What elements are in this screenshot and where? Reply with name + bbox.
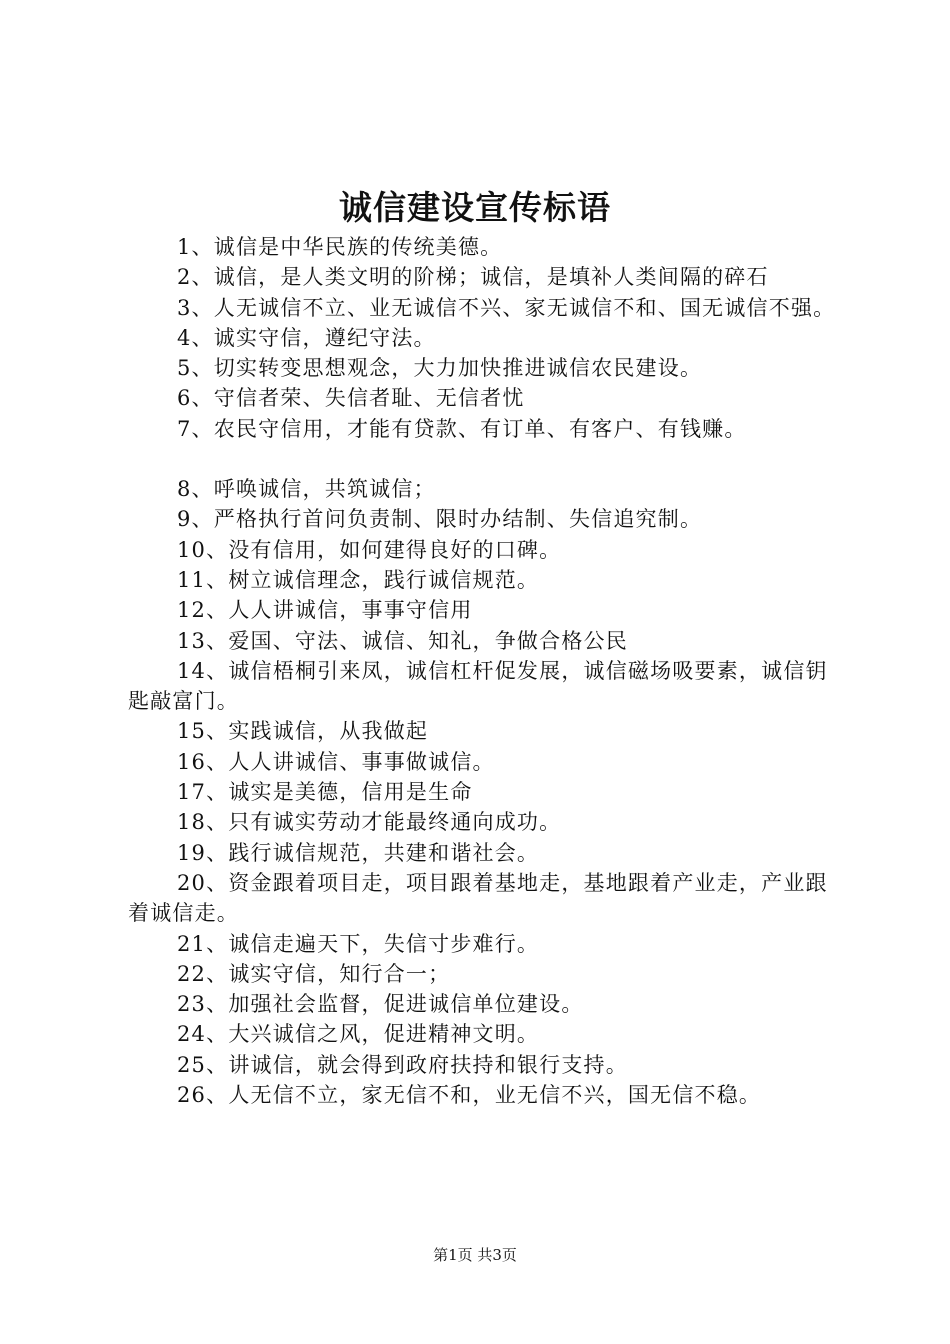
- slogan-item: 25、讲诚信，就会得到政府扶持和银行支持。: [177, 1052, 628, 1077]
- slogan-item: 5、切实转变思想观念，大力加快推进诚信农民建设。: [177, 356, 703, 381]
- slogan-item: 16、人人讲诚信、事事做诚信。: [177, 749, 495, 774]
- slogan-item: 1、诚信是中华民族的传统美德。: [177, 235, 503, 259]
- slogan-item: 26、人无信不立，家无信不和，业无信不兴，国无信不稳。: [177, 1083, 762, 1108]
- slogan-item: 9、严格执行首问负责制、限时办结制、失信追究制。: [177, 507, 703, 532]
- slogan-list: [128, 232, 840, 1110]
- slogan-item: 13、爱国、守法、诚信、知礼，争做合格公民: [177, 628, 628, 653]
- slogan-item: 6、守信者荣、失信者耻、无信者忧: [177, 386, 525, 411]
- slogan-item: 18、只有诚实劳动才能最终通向成功。: [177, 810, 562, 835]
- page-title: 诚信建设宣传标语: [339, 188, 611, 227]
- slogan-item: 11、树立诚信理念，践行诚信规范。: [177, 567, 540, 592]
- slogan-item: 23、加强社会监督，促进诚信单位建设。: [177, 992, 584, 1017]
- slogan-item: 24、大兴诚信之风，促进精神文明。: [177, 1022, 540, 1047]
- slogan-item: 22、诚实守信，知行合一；: [177, 961, 451, 986]
- slogan-item: 17、诚实是美德，信用是生命: [177, 780, 473, 805]
- slogan-item: 8、呼唤诚信，共筑诚信；: [177, 477, 436, 502]
- slogan-item: 21、诚信走遍天下，失信寸步难行。: [177, 931, 540, 956]
- page-footer: 第1页 共3页: [433, 1246, 517, 1264]
- slogan-item: 20、资金跟着项目走，项目跟着基地走，基地跟着产业走，产业跟着诚信走。: [128, 870, 828, 926]
- slogan-item: 14、诚信梧桐引来凤，诚信杠杆促发展，诚信磁场吸要素，诚信钥匙敲富门。: [128, 658, 828, 714]
- slogan-item: 2、诚信，是人类文明的阶梯；诚信，是填补人类间隔的碎石: [177, 265, 769, 290]
- slogan-item: 15、实践诚信，从我做起: [177, 719, 429, 744]
- slogan-item: 7、农民守信用，才能有贷款、有订单、有客户、有钱赚。: [177, 416, 747, 441]
- slogan-item: 4、诚实守信，遵纪守法。: [177, 325, 436, 350]
- slogan-item: 12、人人讲诚信，事事守信用: [177, 598, 473, 623]
- slogan-item: 3、人无诚信不立、业无诚信不兴、家无诚信不和、国无诚信不强。: [177, 295, 836, 320]
- slogan-item: 10、没有信用，如何建得良好的口碑。: [177, 537, 562, 562]
- slogan-item: 19、践行诚信规范，共建和谐社会。: [177, 840, 540, 865]
